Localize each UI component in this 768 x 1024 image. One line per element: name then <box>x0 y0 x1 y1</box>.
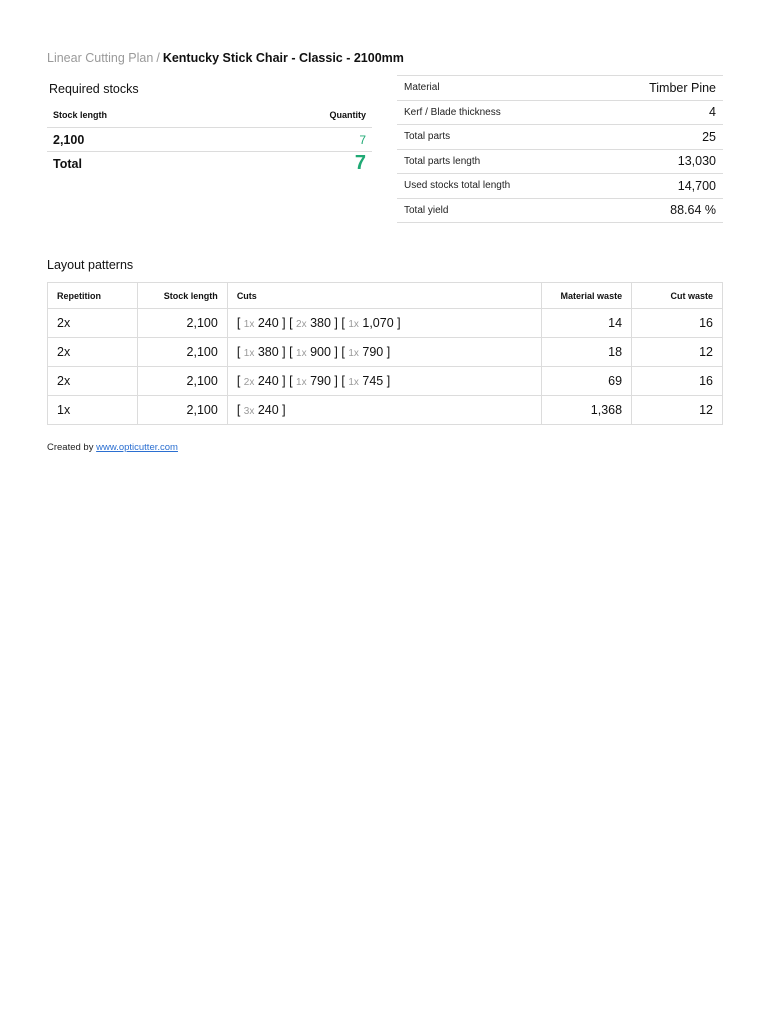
table-row <box>48 396 723 425</box>
footer-prefix: Created by <box>47 442 94 453</box>
repetition-cell: 2x <box>48 367 138 396</box>
material-waste-cell: 14 <box>542 309 632 338</box>
cuts-cell: [ 1x 240 ] [ 2x 380 ] [ 1x 1,070 ] <box>227 309 541 338</box>
cut-length: 745 <box>362 374 384 388</box>
stock-length-cell: 2,100 <box>137 309 227 338</box>
cut-multiplier: 2x <box>296 319 307 330</box>
opticutter-link[interactable]: www.opticutter.com <box>96 442 178 453</box>
cut-waste-cell: 16 <box>632 367 723 396</box>
material-waste-header: Material waste <box>542 283 632 309</box>
cut-waste-cell: 12 <box>632 396 723 425</box>
cut-length: 380 <box>257 345 279 359</box>
required-stocks-title: Required stocks <box>49 82 139 96</box>
table-row <box>48 309 723 338</box>
cut-multiplier: 1x <box>296 348 307 359</box>
breadcrumb <box>47 51 404 65</box>
cut-length: 790 <box>362 345 384 359</box>
repetition-cell: 1x <box>48 396 138 425</box>
quantity-header: Quantity <box>234 102 372 128</box>
cut-length: 1,070 <box>362 316 394 330</box>
cut-multiplier: 1x <box>348 377 359 388</box>
material-waste-cell: 69 <box>542 367 632 396</box>
cut-multiplier: 1x <box>243 319 255 330</box>
cuts-header: Cuts <box>227 283 541 309</box>
page-title: Kentucky Stick Chair - Classic - 2100mm <box>162 51 404 65</box>
stock-length-cell: 2,100 <box>137 338 227 367</box>
summary-row <box>397 174 723 199</box>
summary-row <box>397 100 723 125</box>
summary-row <box>397 149 723 174</box>
summary-value: 88.64 % <box>592 198 723 223</box>
summary-label: Total yield <box>397 198 592 223</box>
required-stocks-table <box>47 102 372 175</box>
cut-length: 900 <box>310 345 331 359</box>
repetition-cell: 2x <box>48 338 138 367</box>
quantity-value: 7 <box>234 128 372 152</box>
summary-label: Used stocks total length <box>397 174 592 199</box>
cut-waste-header: Cut waste <box>632 283 723 309</box>
footer <box>47 442 178 453</box>
stock-length-cell: 2,100 <box>137 367 227 396</box>
summary-label: Material <box>397 76 592 101</box>
total-value: 7 <box>354 152 366 174</box>
repetition-header: Repetition <box>48 283 138 309</box>
summary-label: Total parts <box>397 125 592 150</box>
summary-row <box>397 76 723 101</box>
cut-multiplier: 1x <box>348 348 359 359</box>
cuts-cell: [ 2x 240 ] [ 1x 790 ] [ 1x 745 ] <box>227 367 541 396</box>
material-waste-cell: 18 <box>542 338 632 367</box>
summary-label: Total parts length <box>397 149 592 174</box>
cut-length: 790 <box>310 374 331 388</box>
breadcrumb-separator: / <box>156 51 160 65</box>
summary-value: Timber Pine <box>592 76 723 101</box>
cut-multiplier: 1x <box>348 319 359 330</box>
table-row <box>48 367 723 396</box>
cut-waste-cell: 12 <box>632 338 723 367</box>
layout-patterns-title: Layout patterns <box>47 258 134 272</box>
layout-header-row <box>48 283 723 309</box>
cut-length: 240 <box>257 403 279 417</box>
stock-length-header: Stock length <box>47 102 234 128</box>
cut-multiplier: 3x <box>243 406 255 417</box>
summary-value: 14,700 <box>592 174 723 199</box>
cuts-cell: [ 3x 240 ] <box>227 396 541 425</box>
summary-row <box>397 198 723 223</box>
cut-length: 380 <box>310 316 331 330</box>
table-row <box>48 338 723 367</box>
summary-table <box>397 75 723 223</box>
stock-length-value: 2,100 <box>47 128 234 152</box>
cut-waste-cell: 16 <box>632 309 723 338</box>
layout-patterns-table <box>47 282 723 425</box>
summary-value: 4 <box>592 100 723 125</box>
total-row <box>47 152 372 176</box>
summary-label: Kerf / Blade thickness <box>397 100 592 125</box>
cut-length: 240 <box>257 316 279 330</box>
cut-multiplier: 1x <box>243 348 255 359</box>
material-waste-cell: 1,368 <box>542 396 632 425</box>
repetition-cell: 2x <box>48 309 138 338</box>
summary-value: 25 <box>592 125 723 150</box>
breadcrumb-parent[interactable]: Linear Cutting Plan <box>47 51 154 65</box>
total-label: Total <box>53 156 82 171</box>
summary-value: 13,030 <box>592 149 723 174</box>
stock-length-cell: 2,100 <box>137 396 227 425</box>
cut-multiplier: 1x <box>296 377 307 388</box>
cut-multiplier: 2x <box>243 377 255 388</box>
summary-row <box>397 125 723 150</box>
cuts-cell: [ 1x 380 ] [ 1x 900 ] [ 1x 790 ] <box>227 338 541 367</box>
stock-length-header: Stock length <box>137 283 227 309</box>
table-row <box>47 128 372 152</box>
required-stocks-panel <box>47 80 372 175</box>
cut-length: 240 <box>257 374 279 388</box>
